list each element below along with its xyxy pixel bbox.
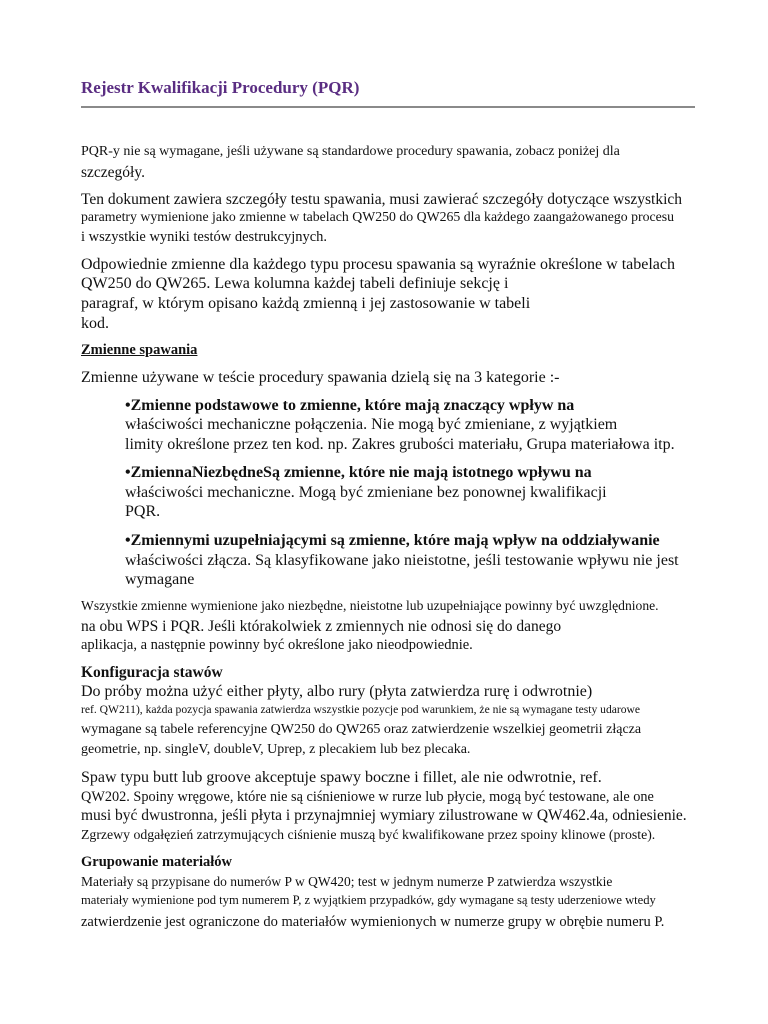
- section-heading: Grupowanie materiałów: [81, 854, 233, 870]
- text-line: geometrie, np. singleV, doubleV, Uprep, z plecakiem lub bez plecaka.: [81, 742, 471, 757]
- text-line: paragraf, w którym opisano każdą zmienną i jej zastosowanie w tabeli: [81, 295, 531, 312]
- text-line: Odpowiednie zmienne dla każdego typu procesu spawania są wyraźnie określone w tabelach: [81, 256, 675, 273]
- text-line: Materiały są przypisane do numerów P w QW420; test w jednym numerze P zatwierdza wszystkie: [81, 874, 613, 889]
- bullet-line: limity określone przez ten kod. np. Zakres grubości materiału, Grupa materiałowa itp.: [125, 436, 675, 453]
- text-line: materiały wymienione pod tym numerem P, z wyjątkiem przypadków, gdy wymagane są testy uderzeniowe wtedy: [81, 893, 656, 907]
- text-line: Spaw typu butt lub groove akceptuje spawy boczne i fillet, ale nie odwrotnie, ref.: [81, 769, 602, 786]
- text-line: Ten dokument zawiera szczegóły testu spawania, musi zawierać szczegóły dotyczące wszystkich: [81, 191, 683, 208]
- bullet-line: właściwości mechaniczne połączenia. Nie mogą być zmieniane, z wyjątkiem: [125, 416, 618, 433]
- text-line: parametry wymienione jako zmienne w tabelach QW250 do QW265 dla każdego zaangażowanego procesu: [81, 209, 675, 224]
- text-line: wymagane są tabele referencyjne QW250 do QW265 oraz zatwierdzenie wszelkiej geometrii złącza: [81, 722, 642, 737]
- text-line: Zgrzewy odgałęzień zatrzymujących ciśnienie muszą być kwalifikowane przez spoiny klinowe (proste).: [81, 827, 656, 842]
- bullet-line: •Zmiennymi uzupełniającymi są zmienne, które mają wpływ na oddziaływanie: [125, 532, 660, 549]
- text-line: musi być dwustronna, jeśli płyta i przynajmniej wymiary zilustrowane w QW462.4a, odniesienie.: [81, 807, 687, 824]
- bullet-line: właściwości złącza. Są klasyfikowane jako nieistotne, jeśli testowanie wpływu nie jest: [125, 552, 679, 569]
- text-line: ref. QW211), każda pozycja spawania zatwierdza wszystkie pozycje pod warunkiem, że nie są wymagane testy udarowe: [81, 703, 641, 716]
- text-line: Do próby można użyć either płyty, albo rury (płyta zatwierdza rurę i odwrotnie): [81, 683, 593, 700]
- document-title: Rejestr Kwalifikacji Procedury (PQR): [81, 78, 360, 97]
- bullet-line: PQR.: [125, 503, 161, 520]
- bullet-line: •ZmiennaNiezbędneSą zmienne, które nie mają istotnego wpływu na: [125, 464, 592, 481]
- section-heading: Konfiguracja stawów: [81, 664, 223, 681]
- title-rule: [81, 106, 695, 108]
- text-line: kod.: [81, 315, 109, 332]
- bullet-line: właściwości mechaniczne. Mogą być zmieniane bez ponownej kwalifikacji: [125, 484, 607, 501]
- text-line: aplikacja, a następnie powinny być określone jako nieodpowiednie.: [81, 637, 473, 653]
- text-line: QW250 do QW265. Lewa kolumna każdej tabeli definiuje sekcję i: [81, 275, 509, 292]
- text-line: Zmienne używane w teście procedury spawania dzielą się na 3 kategorie :-: [81, 369, 560, 386]
- bullet-line: wymagane: [125, 571, 195, 588]
- text-line: i wszystkie wyniki testów destrukcyjnych.: [81, 229, 328, 245]
- section-heading: Zmienne spawania: [81, 342, 198, 358]
- text-line: szczegóły.: [81, 164, 145, 181]
- text-line: Wszystkie zmienne wymienione jako niezbędne, nieistotne lub uzupełniające powinny być uwzględnione.: [81, 598, 659, 613]
- text-line: na obu WPS i PQR. Jeśli którakolwiek z zmiennych nie odnosi się do danego: [81, 618, 562, 635]
- text-line: zatwierdzenie jest ograniczone do materiałów wymienionych w numerze grupy w obrębie numeru P.: [81, 914, 665, 930]
- text-line: QW202. Spoiny wręgowe, które nie są ciśnieniowe w rurze lub płycie, mogą być testowane, ale one: [81, 789, 654, 805]
- bullet-line: •Zmienne podstawowe to zmienne, które mają znaczący wpływ na: [125, 397, 575, 414]
- text-line: PQR-y nie są wymagane, jeśli używane są standardowe procedury spawania, zobacz poniżej dla: [81, 144, 620, 159]
